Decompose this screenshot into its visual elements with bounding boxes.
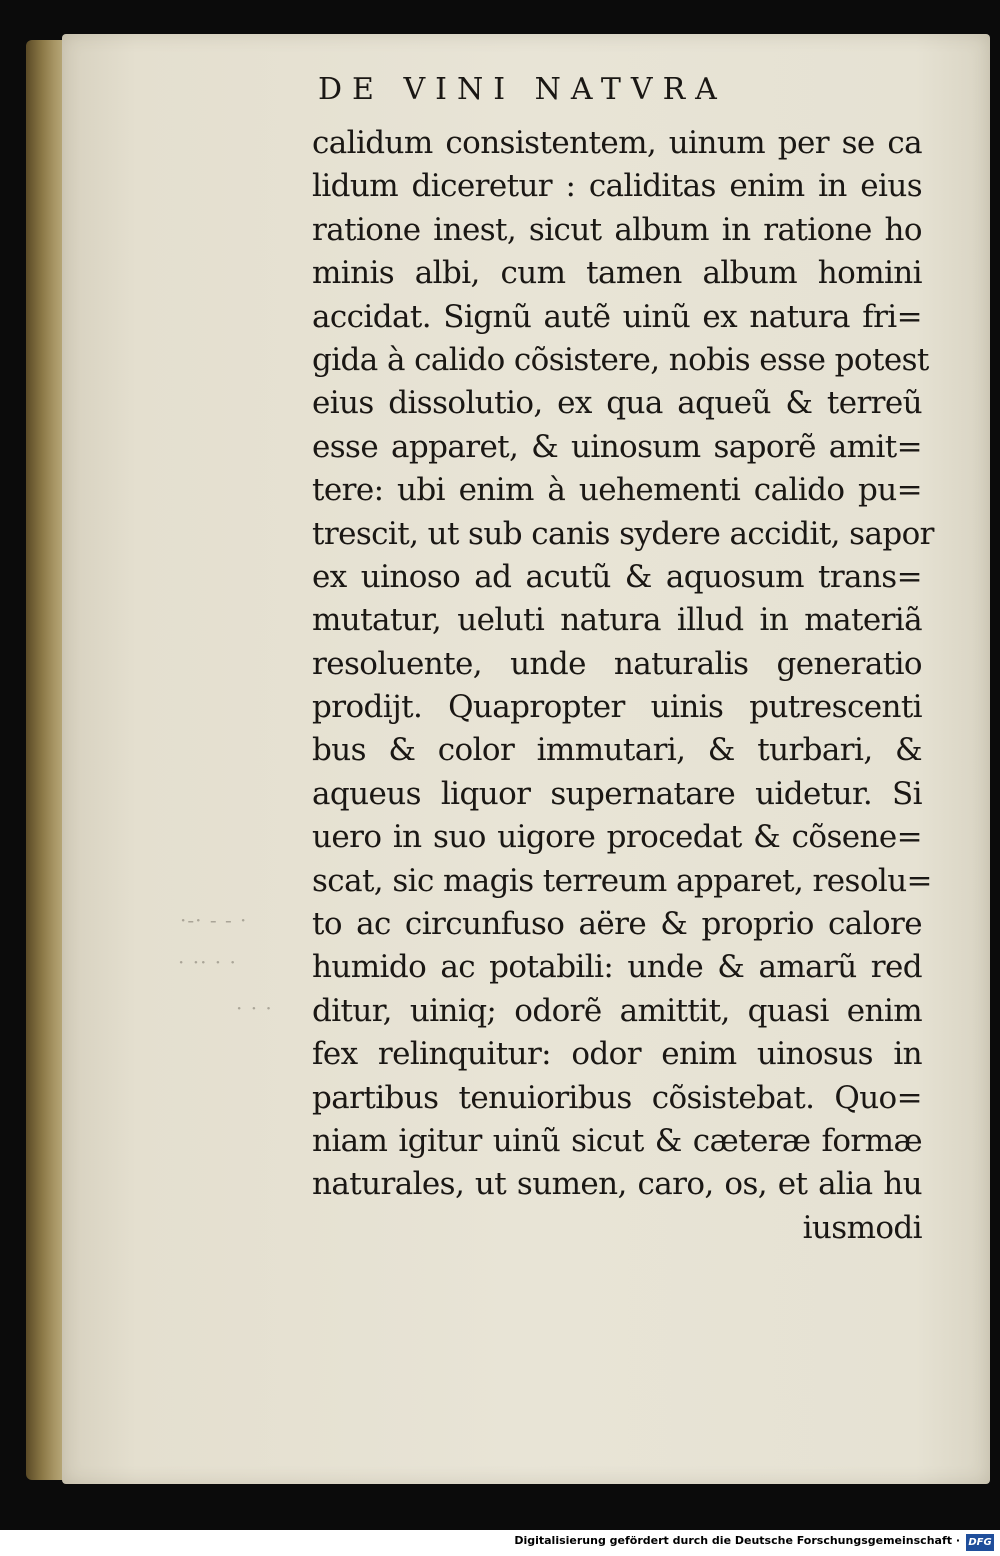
text-line: mutatur, ueluti natura illud in materiã: [312, 602, 922, 639]
text-line: naturales, ut sumen, caro, os, et alia hu: [312, 1166, 922, 1203]
text-line: ratione inest, sicut album in ratione ho: [312, 211, 922, 248]
text-line: fex relinquitur: odor enim uinosus in: [312, 1036, 922, 1073]
text-line: iusmodi: [802, 1209, 922, 1246]
text-line: bus & color immutari, & turbari, &: [312, 732, 922, 769]
digitization-credit: Digitalisierung gefördert durch die Deutsche Forschungsgemeinschaft ·: [514, 1534, 960, 1547]
body-text: [312, 122, 934, 1250]
text-line: resoluente, unde naturalis generatio: [312, 645, 922, 682]
text-line: ditur, uiniq; odorẽ amittit, quasi enim: [312, 992, 922, 1029]
digitization-credit-bar: [0, 1530, 1000, 1556]
bleed-through-mark: ·‑· ‑ ‑ ·: [180, 908, 248, 932]
text-line: aqueus liquor supernatare uidetur. Si: [312, 775, 922, 812]
bleed-through-mark: · ·· · ·: [178, 950, 237, 974]
text-line: niam igitur uinũ sicut & cæteræ formæ: [312, 1122, 922, 1159]
text-line: uero in suo uigore procedat & cõsene=: [312, 819, 922, 856]
bleed-through-mark: · · ·: [236, 996, 273, 1020]
text-line: esse apparet, & uinosum saporẽ amit=: [312, 428, 922, 465]
text-line: humido ac potabili: unde & amarũ red: [312, 949, 922, 986]
text-line: ex uinoso ad acutũ & aquosum trans=: [312, 558, 922, 595]
text-line: scat, sic magis terreum apparet, resolu=: [312, 862, 932, 899]
text-line: gida à calido cõsistere, nobis esse potest: [312, 341, 929, 378]
text-line: to ac circunfuso aëre & proprio calore: [312, 906, 922, 943]
text-line: calidum consistentem, uinum per se ca: [312, 125, 922, 161]
text-line: prodijt. Quapropter uinis putrescenti: [312, 689, 922, 726]
text-line: partibus tenuioribus cõsistebat. Quo=: [312, 1079, 922, 1116]
text-line: lidum diceretur : caliditas enim in eius: [312, 168, 922, 205]
dfg-logo: DFG: [966, 1534, 994, 1551]
text-line: eius dissolutio, ex qua aqueũ & terreũ: [312, 385, 922, 422]
text-line: minis albi, cum tamen album homini: [312, 255, 922, 292]
text-line: trescit, ut sub canis sydere accidit, sapor: [312, 515, 934, 552]
text-line: tere: ubi enim à uehementi calido pu=: [312, 472, 922, 509]
running-head: DE VINI NATVRA: [318, 72, 727, 107]
text-line: accidat. Signũ autẽ uinũ ex natura fri=: [312, 298, 922, 335]
